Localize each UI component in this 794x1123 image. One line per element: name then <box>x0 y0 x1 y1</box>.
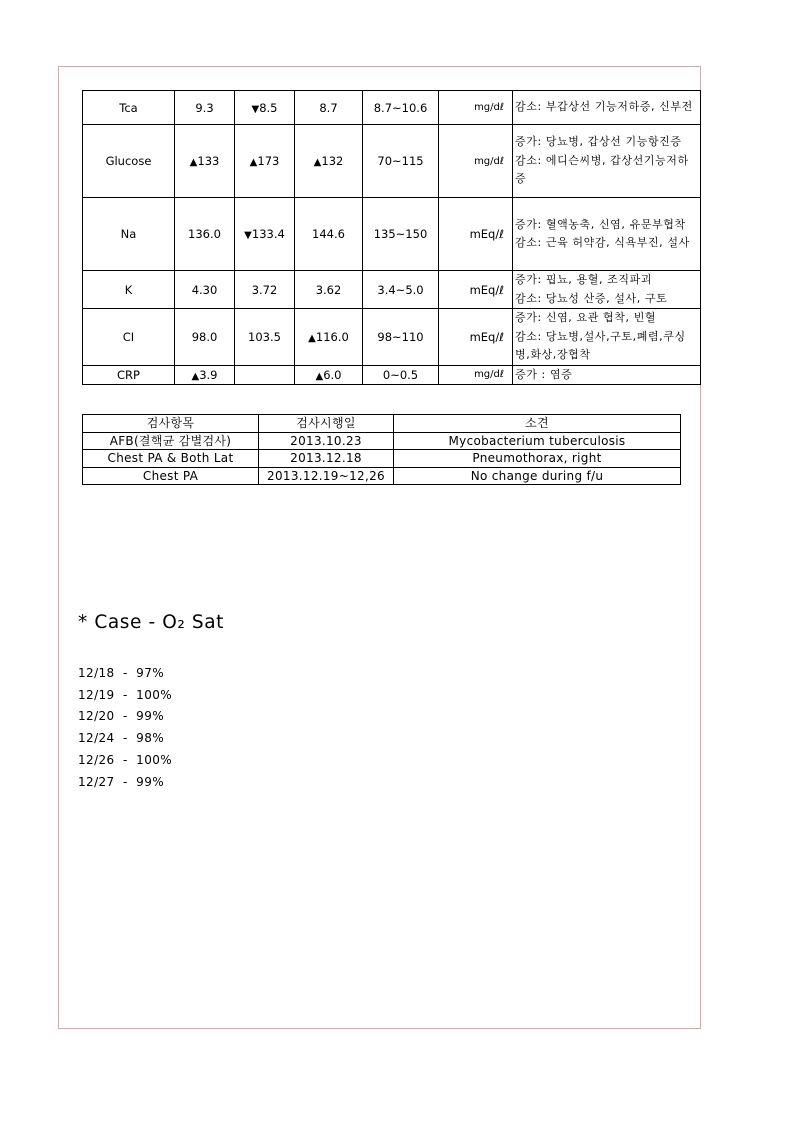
lab-note-line: 감소: 에디슨씨병, 갑상선기능저하증 <box>515 153 689 186</box>
lab-row <box>83 271 701 309</box>
exam-finding: Pneumothorax, right <box>394 450 681 468</box>
lab-value-1 <box>175 309 235 366</box>
lab-value-3 <box>295 125 363 198</box>
lab-reference-range-text: 70~115 <box>377 154 424 168</box>
lab-value-3-text: 132 <box>321 154 344 168</box>
lab-unit <box>439 91 513 125</box>
lab-value-1 <box>175 125 235 198</box>
exam-item: Chest PA & Both Lat <box>83 450 259 468</box>
lab-unit-text: mg/dℓ <box>474 369 504 381</box>
lab-value-2 <box>235 309 295 366</box>
lab-note <box>513 198 701 271</box>
lab-reference-range <box>363 365 439 385</box>
lab-unit <box>439 309 513 366</box>
lab-value-3-text: 6.0 <box>323 367 342 382</box>
lab-value-2-text: 173 <box>257 154 280 168</box>
lab-reference-range-text: 3.4~5.0 <box>377 282 424 297</box>
lab-reference-range-text: 8.7~10.6 <box>373 100 428 115</box>
lab-reference-range <box>363 309 439 366</box>
lab-reference-range-text: 0~0.5 <box>382 367 419 382</box>
lab-value-3 <box>295 91 363 125</box>
o2-sat-entry: 12/20 - 99% <box>78 709 165 724</box>
lab-note-line: 증가 : 염증 <box>515 367 573 381</box>
lab-value-2 <box>235 198 295 271</box>
lab-note-line: 감소: 부갑상선 기능저하증, 신부전 <box>515 100 693 114</box>
lab-unit-text: mg/dℓ <box>474 102 504 113</box>
arrow-up-icon <box>308 330 316 344</box>
lab-value-3-text: 144.6 <box>312 227 345 241</box>
lab-value-3-text: 116.0 <box>315 329 349 344</box>
lab-value-1-text: 3.9 <box>199 367 218 382</box>
lab-unit <box>439 271 513 309</box>
lab-value-3 <box>295 271 363 309</box>
lab-test-name <box>83 91 175 125</box>
o2-sat-entry: 12/24 - 98% <box>78 731 165 746</box>
lab-value-1-text: 9.3 <box>195 100 214 115</box>
lab-reference-range-text: 135~150 <box>373 227 428 241</box>
lab-value-2-text: 103.5 <box>248 329 281 344</box>
exam-header-finding: 소견 <box>394 415 681 433</box>
lab-value-2-text: 3.72 <box>251 282 278 297</box>
exam-finding: Mycobacterium tuberculosis <box>394 432 681 450</box>
lab-test-name-text: K <box>124 282 133 297</box>
exam-row <box>83 467 681 485</box>
lab-note-line: 감소: 당뇨병,설사,구토,폐렴,쿠싱병,화상,장협착 <box>515 329 686 361</box>
lab-value-3-text: 3.62 <box>315 282 342 297</box>
lab-unit <box>439 198 513 271</box>
lab-test-name-text: CRP <box>117 367 140 382</box>
exam-item: Chest PA <box>83 467 259 485</box>
arrow-down-icon <box>244 227 252 241</box>
lab-row <box>83 365 701 385</box>
lab-value-3 <box>295 198 363 271</box>
lab-value-2 <box>235 365 295 385</box>
lab-note-line: 감소: 근육 허약감, 식욕부진, 설사 <box>515 236 690 249</box>
lab-value-1 <box>175 91 235 125</box>
exam-item: AFB(결핵균 감별검사) <box>83 432 259 450</box>
lab-unit-text: mEq/ℓ <box>469 329 504 344</box>
lab-reference-range <box>363 198 439 271</box>
lab-value-2 <box>235 91 295 125</box>
lab-reference-range <box>363 125 439 198</box>
o2-sat-entry: 12/19 - 100% <box>78 687 173 702</box>
exam-row <box>83 432 681 450</box>
exam-date: 2013.10.23 <box>259 432 394 450</box>
lab-value-1-text: 136.0 <box>188 227 221 241</box>
lab-test-name-text: Na <box>120 227 137 241</box>
lab-value-3-text: 8.7 <box>319 100 338 115</box>
lab-reference-range <box>363 271 439 309</box>
lab-note <box>513 125 701 198</box>
lab-value-1 <box>175 365 235 385</box>
exam-header-row <box>83 415 681 433</box>
lab-value-2-text: 133.4 <box>251 227 285 241</box>
lab-test-name <box>83 365 175 385</box>
o2-sat-entry: 12/18 - 97% <box>78 666 165 680</box>
lab-note <box>513 365 701 385</box>
lab-value-3 <box>295 309 363 366</box>
lab-value-1-text: 133 <box>197 154 220 168</box>
lab-row <box>83 91 701 125</box>
lab-test-name <box>83 271 175 309</box>
lab-test-name-text: Tca <box>119 100 138 115</box>
lab-note <box>513 91 701 125</box>
lab-test-name-text: CI <box>122 329 135 344</box>
lab-value-2-text: 8.5 <box>259 100 278 115</box>
lab-test-name-text: Glucose <box>105 154 152 168</box>
exam-row <box>83 450 681 468</box>
lab-unit-text: mg/dℓ <box>474 155 504 167</box>
lab-note-line: 증가: 당뇨병, 갑상선 기능항진증 <box>515 135 682 149</box>
lab-value-3 <box>295 365 363 385</box>
case-title: * Case - O₂ Sat <box>78 612 225 633</box>
lab-value-2 <box>235 125 295 198</box>
lab-note-line: 증가: 혈액농축, 신염, 유문부협착 <box>515 217 686 231</box>
lab-value-1 <box>175 198 235 271</box>
lab-row <box>83 309 701 366</box>
o2-sat-entry: 12/26 - 100% <box>78 752 173 767</box>
lab-note-line: 증가: 핍뇨, 용혈, 조직파괴 <box>515 273 653 286</box>
lab-row <box>83 125 701 198</box>
o2-sat-list <box>78 663 172 793</box>
lab-test-name <box>83 198 175 271</box>
lab-reference-range-text: 98~110 <box>377 329 424 344</box>
lab-results-table <box>82 90 701 385</box>
exam-header-item: 검사항목 <box>83 415 259 433</box>
lab-reference-range <box>363 91 439 125</box>
lab-note <box>513 309 701 366</box>
exam-date: 2013.12.19~12,26 <box>259 467 394 485</box>
lab-value-1-text: 4.30 <box>191 282 218 297</box>
lab-unit-text: mEq/ℓ <box>469 282 504 297</box>
exam-header-date: 검사시행일 <box>259 415 394 433</box>
lab-value-1-text: 98.0 <box>191 329 218 344</box>
lab-note-line: 증가: 신염, 요관 협착, 빈혈 <box>515 311 657 324</box>
lab-unit <box>439 125 513 198</box>
lab-unit-text: mEq/ℓ <box>469 227 504 241</box>
lab-value-2 <box>235 271 295 309</box>
o2-sat-entry: 12/27 - 99% <box>78 774 165 789</box>
lab-unit <box>439 365 513 385</box>
lab-note-line: 감소: 당뇨성 산증, 설사, 구토 <box>515 291 668 305</box>
exam-finding: No change during f/u <box>394 467 681 485</box>
exam-findings-table <box>82 414 681 485</box>
lab-note <box>513 271 701 309</box>
lab-test-name <box>83 309 175 366</box>
lab-row <box>83 198 701 271</box>
exam-date: 2013.12.18 <box>259 450 394 468</box>
lab-test-name <box>83 125 175 198</box>
lab-value-1 <box>175 271 235 309</box>
